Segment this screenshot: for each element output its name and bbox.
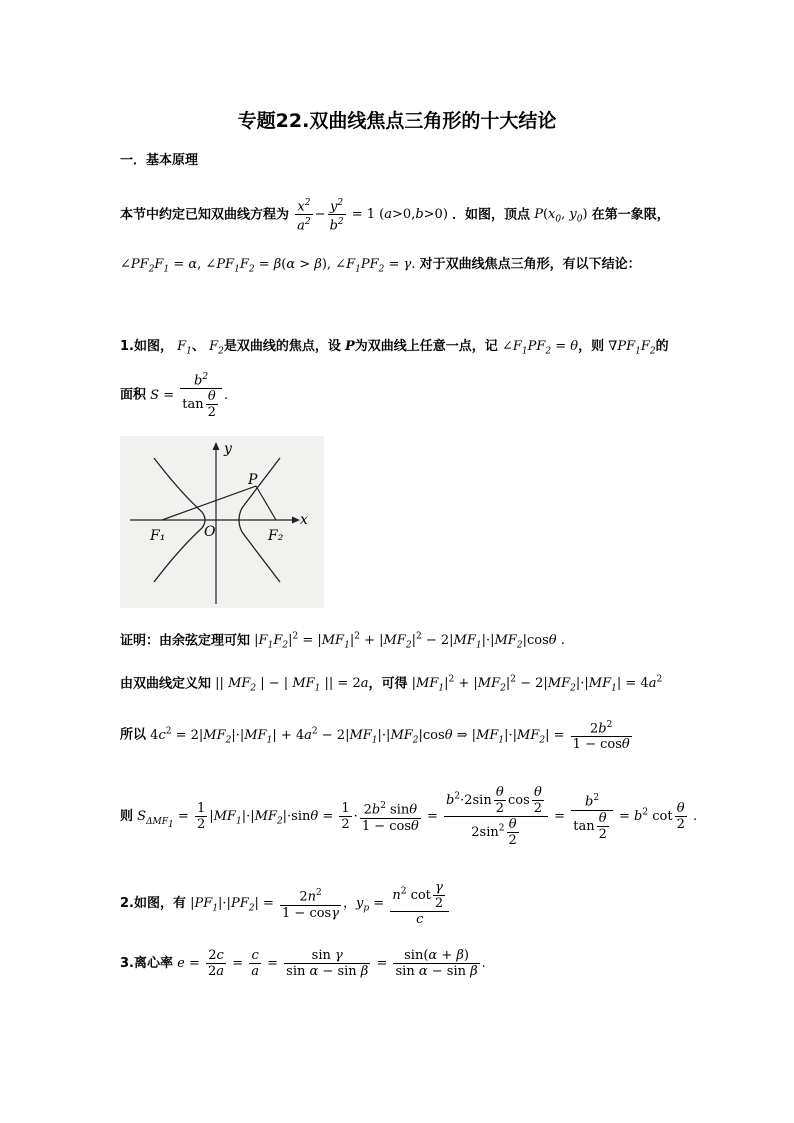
point-p-coords: $P(x_0$, $y_0$)	[534, 207, 588, 225]
item1-text-e: ，则	[578, 339, 605, 354]
section-heading: 一．基本原理	[120, 153, 199, 168]
area-formula: S = $b^2$ tan $\frac{\theta}{2}$ .	[150, 372, 229, 421]
intro-text-a: 本节中约定已知双曲线方程为	[120, 207, 290, 223]
item1-line	[120, 337, 669, 362]
hyperbola-figure	[120, 436, 324, 608]
point-p: P	[344, 339, 355, 354]
proof-line1-prefix: 证明：由余弦定理可知	[120, 633, 251, 649]
cosine-rule-formula: $|F_1F_2|^2 = |MF_1|^2 + |MF_2|^2 - 2|MF_1|\cdot|MF_2|\cos\theta$ .	[254, 632, 565, 651]
angle-definitions: $\angle PF_2F_1 = \alpha$, $\angle PF_1F_2 = \beta(\alpha > \beta)$, $\angle F_1PF_2 = \gamma$.	[120, 257, 416, 275]
eccentricity-formula: e = $\frac{2c}{2a}$ = $\frac{c}{a}$ = $\frac{\text{sin γ}}{\text{sin α − sin β}}$ = $\frac{\sin(\alpha + \beta)}{\text{sin α − sin β}}$ .	[177, 948, 486, 979]
page-title: 专题22.双曲线焦点三角形的十大结论	[237, 110, 557, 132]
triangle-symbol: $\nabla PF_1F_2$	[608, 339, 656, 357]
proof-line2-mid: ，可得	[368, 676, 408, 692]
proof-line-2	[120, 670, 662, 699]
item1-number: 1.	[120, 339, 134, 354]
proof-line-3	[120, 718, 634, 752]
intro-text-b: ．如图，顶点	[452, 207, 531, 223]
area-line	[120, 370, 228, 420]
item2-number: 2.	[120, 896, 134, 911]
hyperbola-equation: $\frac{x^2}{a^2}$ − $\frac{y^2}{b^2}$ = 1 (a>0,b>0)	[297, 198, 448, 234]
point-p-label: P	[248, 472, 258, 488]
intro-text-d: 对于双曲线焦点三角形，有以下结论：	[419, 257, 641, 272]
item2-line	[120, 880, 451, 927]
proof-line-4	[120, 785, 697, 848]
x-axis-label: x	[300, 512, 308, 528]
f1-label: F₁	[150, 528, 166, 544]
intro-text-c: 在第一象限，	[591, 207, 670, 223]
definition-formula: || $MF_2$ | − | $MF_1$ || = 2a	[215, 676, 369, 694]
product-derivation: $4c^2 = 2|MF_2|\cdot|MF_1| + 4a^2 - 2|MF_1|\cdot|MF_2|\cos\theta$ ⇒ $|MF_1|\cdot|MF_2|$ = $\frac{2b^2}{1 - \cos\theta}$	[150, 720, 630, 753]
item3-number: 3.	[120, 956, 134, 971]
intro-line-1	[120, 196, 670, 234]
expanded-formula: $|MF_1|^2 + |MF_2|^2 - 2|MF_2|\cdot|MF_1| = 4a^2$	[411, 675, 663, 694]
item1-text-c: 是双曲线的焦点，设	[223, 339, 341, 354]
item1-text-a: 如图，	[133, 339, 173, 354]
focus-f1: $F_1$	[177, 339, 192, 357]
focus-f2: $F_2$	[209, 339, 224, 357]
item3-line	[120, 948, 486, 979]
item1-text-f: 的	[655, 339, 669, 354]
proof-line4-prefix: 则	[120, 809, 134, 824]
intro-line-2	[120, 255, 641, 280]
item2-formula: $|PF_1|\cdot|PF_2|$ = $\frac{2n^2}{1 - \cos\gamma}$ ，$y_p$ = $n^2$ cot $\frac{\gamma}{2}$ c	[190, 896, 451, 911]
proof-line2-prefix: 由双曲线定义知	[120, 676, 212, 692]
origin-label: O	[204, 524, 216, 540]
item2-text: 如图，有	[133, 896, 186, 911]
area-derivation: $S_{\Delta MF_1}$ = $\frac{1}{2}$ $|MF_1|\cdot|MF_2|\cdot\sin\theta$ = $\frac{1}{2}$ · $\frac{2b^2 \sin\theta}{1 - \cos\theta}$ = $b^2\cdot 2\sin$ $\frac{\theta}{2}$ cos $\frac{\theta}{2}$ $2\sin^2$ $\frac{\theta}{2}$ = $b^2$ tan $\frac{\theta}{2}$ = $b^2$ cot $\frac{\theta}{2}$ .	[137, 785, 698, 848]
y-axis-label: y	[224, 441, 232, 457]
item1-text-d: 为双曲线上任意一点，记	[354, 339, 498, 354]
area-label: 面积	[120, 387, 147, 403]
proof-line-1	[120, 627, 565, 656]
item3-text: 离心率	[133, 956, 173, 971]
proof-line3-prefix: 所以	[120, 727, 147, 743]
item1-text-b: 、	[191, 339, 205, 354]
theta-definition: $\angle F_1PF_2 = \theta$	[501, 339, 579, 357]
f2-label: F₂	[268, 528, 284, 544]
hyperbola-diagram	[120, 436, 324, 608]
